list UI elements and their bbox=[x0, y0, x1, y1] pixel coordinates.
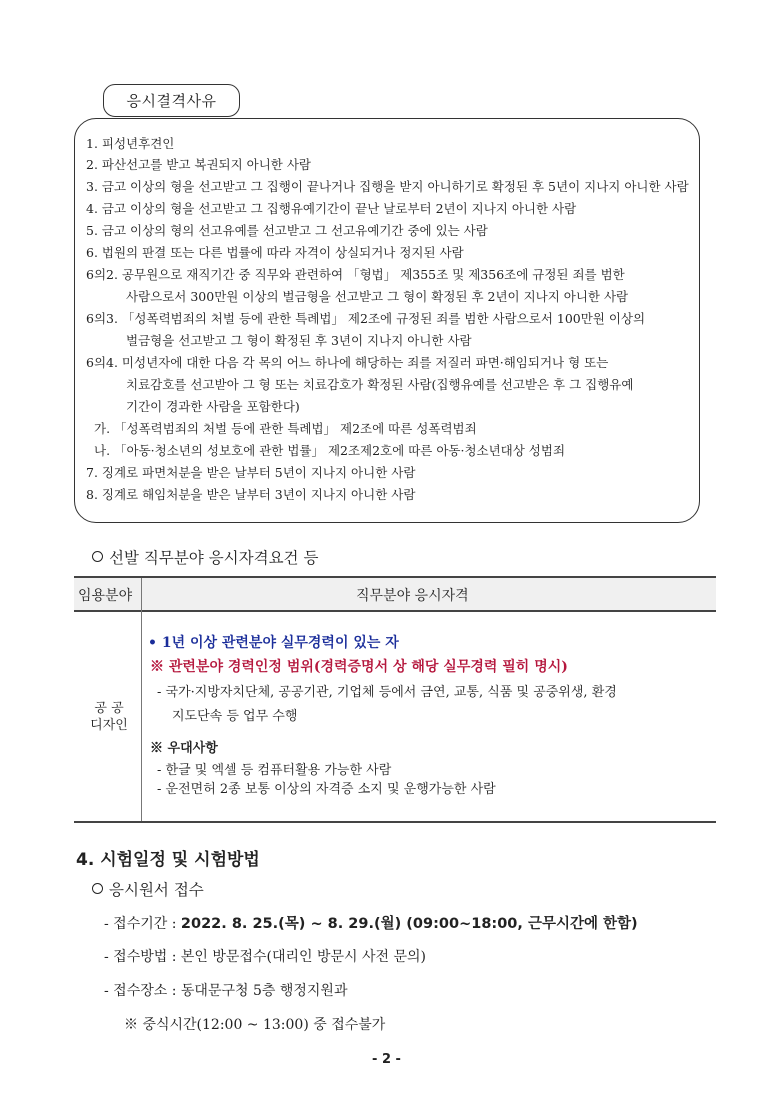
requirement-experience-scope: ※ 관련분야 경력인정 범위(경력증명서 상 해당 실무경력 필히 명시) bbox=[150, 659, 568, 675]
table-column-divider bbox=[141, 578, 142, 821]
circle-bullet-icon bbox=[92, 883, 103, 894]
application-period-value: 2022. 8. 25.(목) ~ 8. 29.(월) (09:00~18:00, 근무시간에 한함) bbox=[180, 916, 638, 932]
application-sub-heading-text: 응시원서 접수 bbox=[109, 881, 204, 899]
application-method-row bbox=[104, 946, 426, 966]
preference-2: - 운전면허 2종 보통 이상의 자격증 소지 및 운행가능한 사람 bbox=[157, 782, 496, 797]
box-line-8: 8. 징계로 해임처분을 받은 날부터 3년이 지나지 아니한 사람 bbox=[86, 487, 416, 502]
application-method-value: 본인 방문접수(대리인 방문시 사전 문의) bbox=[180, 949, 427, 965]
select-heading bbox=[92, 546, 318, 568]
application-place-label: - 접수장소 : bbox=[104, 983, 177, 999]
select-heading-text: 선발 직무분야 응시자격요건 등 bbox=[109, 549, 319, 567]
box-line-7: 7. 징계로 파면처분을 받은 날부터 5년이 지나지 아니한 사람 bbox=[86, 465, 416, 480]
application-place-row bbox=[104, 980, 347, 1000]
box-line-6-3a: 6의3. 「성폭력범죄의 처벌 등에 관한 특례법」 제2조에 규정된 죄를 범한 사람으로서 100만원 이상의 bbox=[86, 311, 646, 326]
box-line-3: 3. 금고 이상의 형을 선고받고 그 집행이 끝나거나 집행을 받지 아니하기로 확정된 후 5년이 지나지 아니한 사람 bbox=[86, 179, 689, 194]
table-header-border bbox=[74, 610, 716, 612]
requirement-scope-detail-2: 지도단속 등 업무 수행 bbox=[172, 709, 298, 724]
table-header-qualification: 직무분야 응시자격 bbox=[356, 588, 469, 604]
box-title: 응시결격사유 bbox=[103, 84, 240, 117]
section-4-heading: 4. 시험일정 및 시험방법 bbox=[76, 850, 260, 870]
application-period-row bbox=[104, 912, 638, 933]
table-bottom-border bbox=[74, 821, 716, 823]
box-line-1: 1. 피성년후견인 bbox=[86, 136, 175, 151]
application-sub-heading bbox=[92, 878, 204, 900]
box-line-ga: 가. 「성폭력범죄의 처벌 등에 관한 특례법」 제2조에 따른 성폭력범죄 bbox=[94, 421, 477, 436]
preference-title: ※ 우대사항 bbox=[150, 741, 218, 756]
box-line-5: 5. 금고 이상의 형의 선고유예를 선고받고 그 선고유예기간 중에 있는 사람 bbox=[86, 223, 488, 238]
box-line-6-2b: 사람으로서 300만원 이상의 벌금형을 선고받고 그 형이 확정된 후 2년이 지나지 아니한 사람 bbox=[126, 289, 629, 304]
field-label bbox=[82, 700, 136, 734]
box-line-6-2a: 6의2. 공무원으로 재직기간 중 직무와 관련하여 「형법」 제355조 및 제356조에 규정된 죄를 범한 bbox=[86, 267, 625, 282]
box-line-6-3b: 벌금형을 선고받고 그 형이 확정된 후 3년이 지나지 아니한 사람 bbox=[126, 333, 472, 348]
box-line-6-4c: 기간이 경과한 사람을 포함한다) bbox=[126, 399, 300, 414]
box-line-6: 6. 법원의 판결 또는 다른 법률에 따라 자격이 상실되거나 정지된 사람 bbox=[86, 245, 464, 260]
field-label-line-1: 공 공 bbox=[94, 701, 124, 716]
box-line-2: 2. 파산선고를 받고 복권되지 아니한 사람 bbox=[86, 157, 311, 172]
lunch-note: ※ 중식시간(12:00 ~ 13:00) 중 접수불가 bbox=[124, 1017, 386, 1033]
table-header-field: 임용분야 bbox=[78, 588, 133, 604]
requirement-experience: • 1년 이상 관련분야 실무경력이 있는 자 bbox=[148, 635, 399, 651]
box-line-6-4a: 6의4. 미성년자에 대한 다음 각 목의 어느 하나에 해당하는 죄를 저질러 파면·해임되거나 형 또는 bbox=[86, 355, 609, 370]
preference-1: - 한글 및 엑셀 등 컴퓨터활용 가능한 사람 bbox=[157, 763, 392, 778]
table-top-border bbox=[74, 576, 716, 578]
field-label-line-2: 디자인 bbox=[90, 718, 128, 733]
box-line-na: 나. 「아동·청소년의 성보호에 관한 법률」 제2조제2호에 따른 아동·청소년대상 성범죄 bbox=[94, 443, 566, 458]
application-period-label: - 접수기간 : bbox=[104, 916, 177, 932]
circle-bullet-icon bbox=[92, 551, 103, 562]
application-place-value: 동대문구청 5층 행정지원과 bbox=[180, 983, 348, 999]
page-number: - 2 - bbox=[372, 1052, 401, 1067]
application-method-label: - 접수방법 : bbox=[104, 949, 177, 965]
requirement-scope-detail-1: - 국가·지방자치단체, 공공기관, 기업체 등에서 금연, 교통, 식품 및 공중위생, 환경 bbox=[157, 685, 617, 700]
box-line-4: 4. 금고 이상의 형을 선고받고 그 집행유예기간이 끝난 날로부터 2년이 지나지 아니한 사람 bbox=[86, 201, 577, 216]
box-line-6-4b: 치료감호를 선고받아 그 형 또는 치료감호가 확정된 사람(집행유예를 선고받은 후 그 집행유예 bbox=[126, 377, 634, 392]
